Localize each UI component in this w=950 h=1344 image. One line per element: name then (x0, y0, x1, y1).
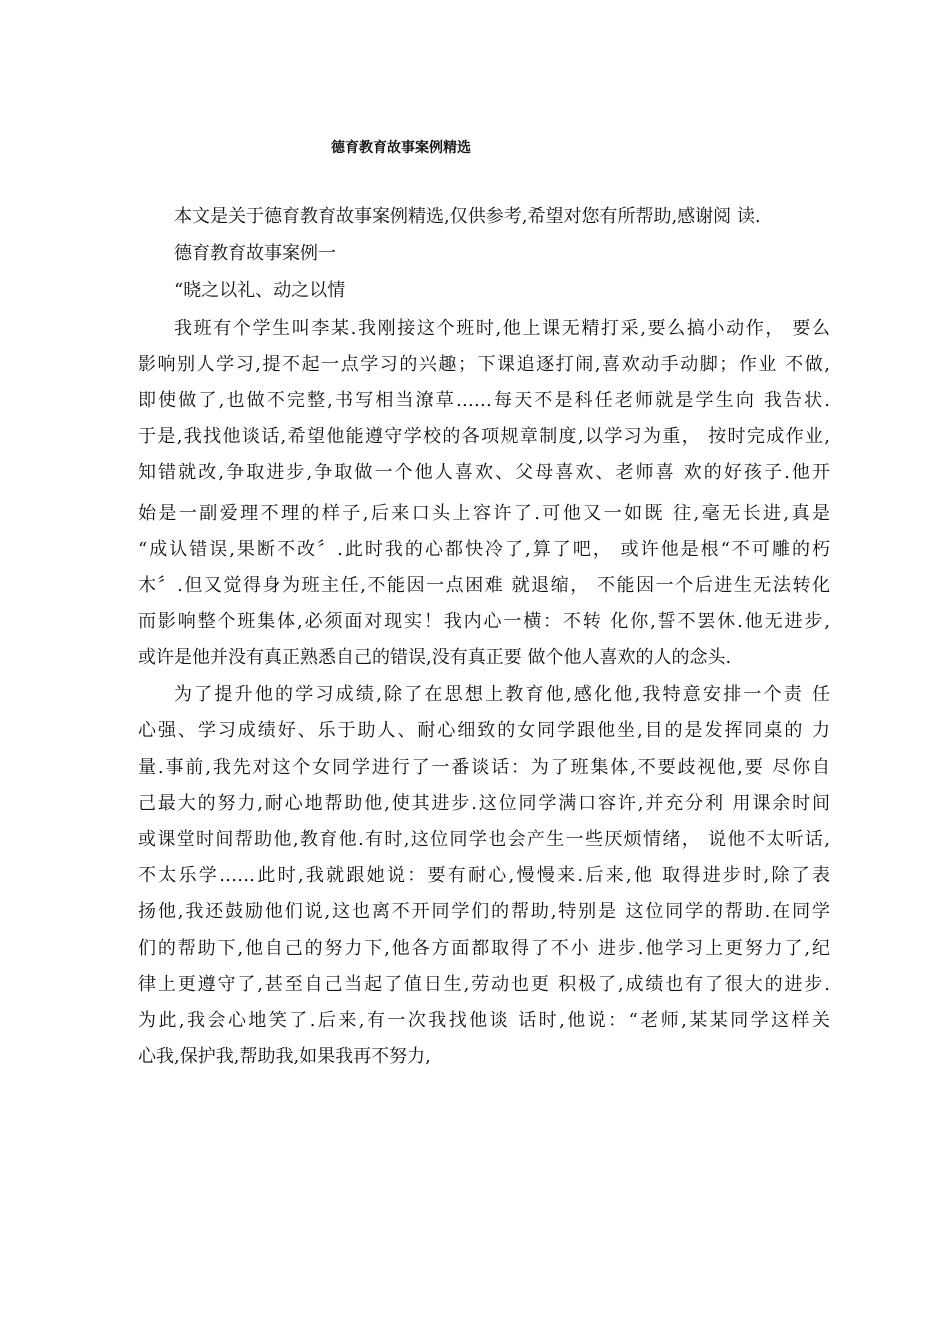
paragraph-line: 知错就改,争取进步,争取做一个他人喜欢、父母喜欢、老师喜 欢的好孩子.他开 (138, 462, 830, 483)
paragraph-line: 己最大的努力,耐心地帮助他,使其进步.这位同学满口容许,并充分利 用课余时间 (138, 793, 830, 814)
paragraph-line: 为了提升他的学习成绩,除了在思想上教育他,感化他,我特意安排一个责 任 (174, 684, 830, 705)
paragraph-line: 们的帮助下,他自己的努力下,他各方面都取得了不小 进步.他学习上更努力了,纪 (138, 938, 830, 959)
paragraph-line: 我班有个学生叫李某.我刚接这个班时,他上课无精打采,要么搞小动作， 要么 (174, 318, 830, 339)
story-subtitle: “晓之以礼、动之以情 (174, 280, 346, 301)
paragraph-line: 始是一副爱理不理的样子,后来口头上容许了.可他又一如既 往,毫无长进,真是 (138, 503, 830, 524)
section-heading: 德育教育故事案例一 (174, 243, 336, 264)
paragraph-line: 或许是他并没有真正熟悉自己的错误,没有真正要 做个他人喜欢的人的念头. (138, 647, 732, 668)
paragraph-line: 为此,我会心地笑了.后来,有一次我找他谈 话时,他说：“老师,某某同学这样关 (138, 1010, 830, 1031)
paragraph-line: “成认错误,果断不改〞.此时我的心都快冷了,算了吧， 或许他是根“不可雕的朽 (138, 539, 830, 560)
paragraph-line: 不太乐学……此时,我就跟她说：要有耐心,慢慢来.后来,他 取得进步时,除了表 (138, 865, 830, 886)
paragraph-line: 扬他,我还鼓励他们说,这也离不开同学们的帮助,特别是 这位同学的帮助.在同学 (138, 901, 830, 922)
paragraph-line: 或课堂时间帮助他,教育他.有时,这位同学也会产生一些厌烦情绪， 说他不太听话, (138, 829, 830, 850)
paragraph-line: 心强、学习成绩好、乐于助人、耐心细致的女同学跟他坐,目的是发挥同桌的 力 (138, 720, 830, 741)
paragraph-line: 量.事前,我先对这个女同学进行了一番谈话：为了班集体,不要歧视他,要 尽你自 (138, 757, 830, 778)
paragraph-line: 于是,我找他谈话,希望他能遵守学校的各项规章制度,以学习为重， 按时完成作业, (138, 426, 830, 447)
intro-line: 本文是关于德育教育故事案例精选,仅供参考,希望对您有所帮助,感谢阅 读. (174, 206, 761, 227)
paragraph-line: 影响别人学习,提不起一点学习的兴趣；下课追逐打闹,喜欢动手动脚；作业 不做, (138, 354, 830, 375)
paragraph-line: 而影响整个班集体,必须面对现实！我内心一横：不转 化你,誓不罢休.他无进步, (138, 611, 830, 632)
paragraph-line: 即使做了,也做不完整,书写相当潦草……每天不是科任老师就是学生向 我告状. (138, 390, 830, 411)
paragraph-line: 木〞.但又觉得身为班主任,不能因一点困难 就退缩， 不能因一个后进生无法转化 (138, 575, 830, 596)
paragraph-line: 律上更遵守了,甚至自己当起了值日生,劳动也更 积极了,成绩也有了很大的进步. (138, 974, 830, 995)
document-title: 德育教育故事案例精选 (331, 140, 471, 156)
paragraph-line: 心我,保护我,帮助我,如果我再不努力, (138, 1046, 431, 1067)
